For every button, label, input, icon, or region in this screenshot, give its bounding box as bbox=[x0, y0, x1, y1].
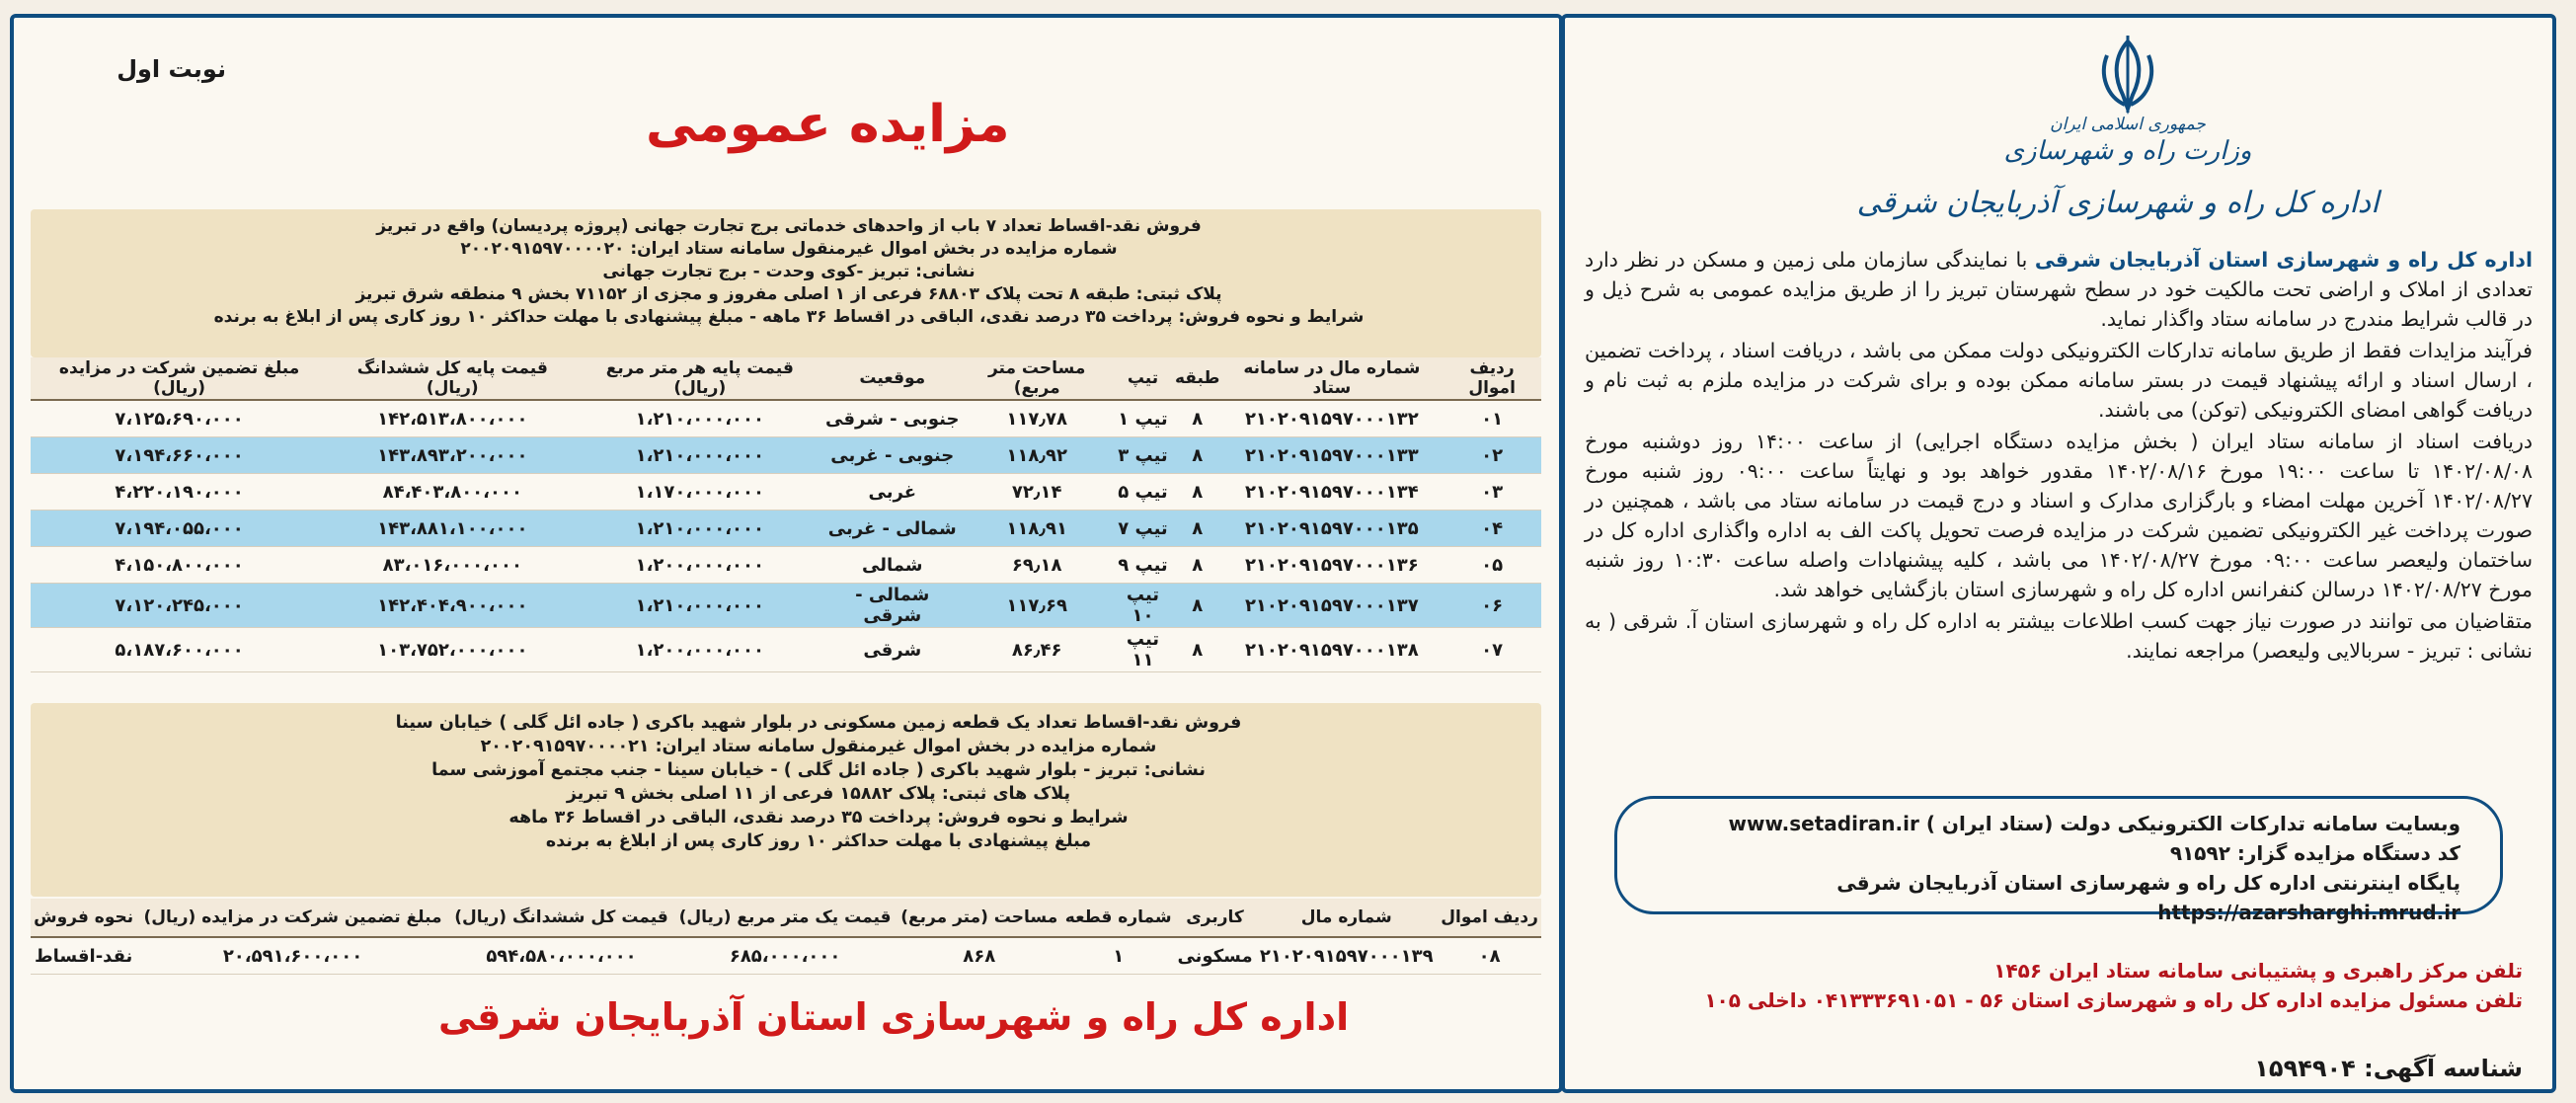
column-header: کاربری bbox=[1175, 899, 1255, 937]
column-header: مساحت (متر مربع) bbox=[897, 899, 1062, 937]
footer-title: اداره کل راه و شهرسازی استان آذربایجان شرقی bbox=[438, 995, 1350, 1039]
intro-text bbox=[1585, 245, 2533, 668]
table-cell: تیپ ۱۰ bbox=[1112, 584, 1174, 628]
column-header: قیمت کل ششدانگ (ریال) bbox=[449, 899, 673, 937]
table-cell: ۸ bbox=[1174, 400, 1221, 437]
intro-paragraph-2: فرآیند مزایدات فقط از طریق سامانه تدارکات الکترونیکی دولت ممکن می باشد ، دریافت اسناد ، پرداخت تضمین ، ارسال اسناد و ارائه پیشنهاد قیمت در بستر سامانه ممکن بوده و برای شرکت در مزایده ملزم به ثبت نام و دریافت گواهی امضای الکترونیکی (توکن) می باشند. bbox=[1585, 339, 2533, 422]
table-cell: ۰۷ bbox=[1443, 628, 1541, 672]
auction-panel bbox=[10, 14, 1563, 1093]
table-cell: ۱،۲۰۰،۰۰۰،۰۰۰ bbox=[577, 547, 822, 584]
phone-support: تلفن مرکز راهبری و پشتیبانی سامانه ستاد ایران ۱۴۵۶ bbox=[1993, 959, 2523, 983]
sec1-line: پلاک ثبتی: طبقه ۸ تحت پلاک ۶۸۸۰۳ فرعی از ۱ اصلی مفروز و مجزی از ۷۱۱۵۲ بخش ۹ منطقه شرق تبریز bbox=[355, 284, 1222, 304]
sec1-line: شماره مزایده در بخش اموال غیرمنقول سامانه ستاد ایران: ۲۰۰۲۰۹۱۵۹۷۰۰۰۰۲۰ bbox=[460, 239, 1118, 259]
sec2-line: فروش نقد-اقساط تعداد یک قطعه زمین مسکونی در بلوار شهید باکری ( جاده ائل گلی ) خیابان سینا bbox=[395, 713, 1242, 733]
table-cell: ۲۱۰۲۰۹۱۵۹۷۰۰۰۱۳۹ bbox=[1255, 937, 1438, 975]
table-cell: ۷،۱۲۰،۲۴۵،۰۰۰ bbox=[31, 584, 328, 628]
table-cell: ۱۴۳،۸۹۳،۲۰۰،۰۰۰ bbox=[328, 437, 577, 474]
column-header: قیمت پایه هر متر مربع (ریال) bbox=[577, 357, 822, 400]
table-cell: ۸۶۸ bbox=[897, 937, 1062, 975]
table-cell: ۸ bbox=[1174, 584, 1221, 628]
table-cell: ۷۲٫۱۴ bbox=[962, 474, 1112, 511]
table-cell: شرقی bbox=[822, 628, 962, 672]
table-cell: مسکونی bbox=[1175, 937, 1255, 975]
sec1-line: فروش نقد-اقساط تعداد ۷ باب از واحدهای خدماتی برج تجارت جهانی (پروژه پردیسان) واقع در تبریز bbox=[376, 216, 1202, 236]
round-label: نوبت اول bbox=[117, 55, 226, 83]
intro-paragraph-3: دریافت اسناد از سامانه ستاد ایران ( بخش مزایده دستگاه اجرایی) از ساعت ۱۴:۰۰ روز دوشنبه مورخ ۱۴۰۲/۰۸/۰۸ تا ساعت ۱۹:۰۰ مورخ ۱۴۰۲/۰۸/۱۶ مقدور خواهد بود و نهایتاً ساعت ۰۹:۰۰ روز شنبه مورخ ۱۴۰۲/۰۸/۲۷ آخرین مهلت امضاء و بارگزاری مدارک و اسناد و درج قیمت در سامانه ستاد می باشد ، همچنین در صورت پرداخت غیر الکترونیکی تضمین شرکت در مزایده فرصت تحویل پاکت الف به اداره واگذاری اداره کل در ساختمان ولیعصر ساعت ۰۹:۰۰ مورخ ۱۴۰۲/۰۸/۲۷ می باشد ، کلیه پیشنهادات واصله ساعت ۱۰:۳۰ روز شنبه مورخ ۱۴۰۲/۰۸/۲۷ درسالن کنفرانس اداره کل راه و شهرسازی استان بازگشایی خواهد شد. bbox=[1585, 430, 2533, 601]
ministry-line1: جمهوری اسلامی ایران bbox=[2050, 115, 2206, 134]
table-cell: ۰۱ bbox=[1443, 400, 1541, 437]
column-header: مساحت متر مربع) bbox=[962, 357, 1112, 400]
table-cell: ۲۱۰۲۰۹۱۵۹۷۰۰۰۱۳۴ bbox=[1220, 474, 1443, 511]
table-cell: ۱۱۸٫۹۲ bbox=[962, 437, 1112, 474]
table-cell: ۸ bbox=[1174, 628, 1221, 672]
table-cell: ۷،۱۲۵،۶۹۰،۰۰۰ bbox=[31, 400, 328, 437]
table-cell: ۱،۲۰۰،۰۰۰،۰۰۰ bbox=[577, 628, 822, 672]
table-cell: ۱۱۸٫۹۱ bbox=[962, 511, 1112, 547]
column-header: ردیف اموال bbox=[1443, 357, 1541, 400]
land-table bbox=[31, 899, 1541, 975]
column-header: موقعیت bbox=[822, 357, 962, 400]
ad-identifier: شناسه آگهی: ۱۵۹۴۹۰۴ bbox=[2254, 1055, 2523, 1082]
column-header: شماره مال در سامانه ستاد bbox=[1220, 357, 1443, 400]
column-header: شماره قطعه bbox=[1062, 899, 1175, 937]
sec2-line: نشانی: تبریز - بلوار شهید باکری ( جاده ائل گلی ) - خیابان سینا - جنب مجتمع آموزشی سما bbox=[431, 760, 1206, 780]
column-header: مبلغ تضمین شرکت در مزایده (ریال) bbox=[31, 357, 328, 400]
table-cell: ۵،۱۸۷،۶۰۰،۰۰۰ bbox=[31, 628, 328, 672]
table-cell: ۵۹۴،۵۸۰،۰۰۰،۰۰۰ bbox=[449, 937, 673, 975]
ministry-line2: وزارت راه و شهرسازی bbox=[2003, 136, 2252, 166]
table-cell: ۸۳،۰۱۶،۰۰۰،۰۰۰ bbox=[328, 547, 577, 584]
table-cell: ۸۴،۴۰۳،۸۰۰،۰۰۰ bbox=[328, 474, 577, 511]
table-cell: ۱،۲۱۰،۰۰۰،۰۰۰ bbox=[577, 400, 822, 437]
sec2-line: پلاک های ثبتی: پلاک ۱۵۸۸۲ فرعی از ۱۱ اصلی بخش ۹ تبریز bbox=[566, 784, 1071, 804]
table-cell: ۱۴۳،۸۸۱،۱۰۰،۰۰۰ bbox=[328, 511, 577, 547]
table-header-row bbox=[31, 357, 1541, 400]
table-cell: ۷،۱۹۴،۶۶۰،۰۰۰ bbox=[31, 437, 328, 474]
table-cell: ۱،۱۷۰،۰۰۰،۰۰۰ bbox=[577, 474, 822, 511]
table-row bbox=[31, 400, 1541, 437]
intro-panel bbox=[1561, 14, 2556, 1093]
table-cell: شمالی bbox=[822, 547, 962, 584]
table-cell: جنوبی - غربی bbox=[822, 437, 962, 474]
column-header: ردیف اموال bbox=[1438, 899, 1541, 937]
table-row bbox=[31, 547, 1541, 584]
website-box bbox=[1614, 796, 2503, 924]
table-cell: ۱۱۷٫۷۸ bbox=[962, 400, 1112, 437]
column-header: تیپ bbox=[1112, 357, 1174, 400]
intro-paragraph-4: متقاضیان می توانند در صورت نیاز جهت کسب اطلاعات بیشتر به اداره کل راه و شهرسازی استان آ. شرقی ( به نشانی : تبریز - سربالایی ولیعصر) مراجعه نمایند. bbox=[1585, 609, 2533, 663]
table-cell: ۰۵ bbox=[1443, 547, 1541, 584]
table-cell: ۱،۲۱۰،۰۰۰،۰۰۰ bbox=[577, 511, 822, 547]
table-cell: شمالی - شرقی bbox=[822, 584, 962, 628]
column-header: قیمت یک متر مربع (ریال) bbox=[673, 899, 897, 937]
table-header-row bbox=[31, 899, 1541, 937]
table-cell: ۱۴۲،۴۰۴،۹۰۰،۰۰۰ bbox=[328, 584, 577, 628]
table-cell: ۱۰۳،۷۵۲،۰۰۰،۰۰۰ bbox=[328, 628, 577, 672]
table-row bbox=[31, 628, 1541, 672]
table-cell: ۱۱۷٫۶۹ bbox=[962, 584, 1112, 628]
table-cell: ۸ bbox=[1174, 511, 1221, 547]
table-cell: ۲۱۰۲۰۹۱۵۹۷۰۰۰۱۳۳ bbox=[1220, 437, 1443, 474]
table-cell: ۲۱۰۲۰۹۱۵۹۷۰۰۰۱۳۷ bbox=[1220, 584, 1443, 628]
sec1-line: شرایط و نحوه فروش: پرداخت ۳۵ درصد نقدی، الباقی در اقساط ۳۶ ماهه - مبلغ پیشنهادی با مهلت حداکثر ۱۰ روز کاری پس از ابلاغ به برنده bbox=[213, 307, 1365, 327]
table-cell: تیپ ۷ bbox=[1112, 511, 1174, 547]
table-row bbox=[31, 937, 1541, 975]
table-cell: جنوبی - شرقی bbox=[822, 400, 962, 437]
intro-bold: اداره کل راه و شهرسازی استان آذربایجان شرقی bbox=[2034, 248, 2533, 272]
table-row bbox=[31, 437, 1541, 474]
table-cell: تیپ ۵ bbox=[1112, 474, 1174, 511]
table-cell: ۱،۲۱۰،۰۰۰،۰۰۰ bbox=[577, 437, 822, 474]
table-cell: ۸ bbox=[1174, 437, 1221, 474]
organization-code: کد دستگاه مزایده گزار: ۹۱۵۹۲ bbox=[2169, 841, 2460, 865]
mrud-website: پایگاه اینترنتی اداره کل راه و شهرسازی استان آذربایجان شرقی https://azarsharghi.mrud.ir bbox=[1836, 871, 2460, 924]
setadiran-website: وبسایت سامانه تدارکات الکترونیکی دولت (ستاد ایران ) www.setadiran.ir bbox=[1728, 812, 2460, 835]
table-cell: ۶۸۵،۰۰۰،۰۰۰ bbox=[673, 937, 897, 975]
intro-paragraph-1: اداره کل راه و شهرسازی استان آذربایجان شرقی با نمایندگی سازمان ملی زمین و مسکن در نظر دارد تعدادی از املاک و اراضی تحت مالکیت خود در سطح شهرستان تبریز را از طریق مزایده عمومی به شرح ذیل و در قالب شرایط مندرج در سامانه ستاد واگذار نماید. bbox=[1585, 248, 2533, 331]
table-cell: تیپ ۱ bbox=[1112, 400, 1174, 437]
table-cell: ۷،۱۹۴،۰۵۵،۰۰۰ bbox=[31, 511, 328, 547]
table-cell: ۰۳ bbox=[1443, 474, 1541, 511]
column-header: نحوه فروش bbox=[31, 899, 136, 937]
table-cell: نقد-اقساط bbox=[31, 937, 136, 975]
column-header: شماره مال bbox=[1255, 899, 1438, 937]
table-cell: ۰۸ bbox=[1438, 937, 1541, 975]
table-body bbox=[31, 400, 1541, 672]
table-cell: ۰۲ bbox=[1443, 437, 1541, 474]
table-row bbox=[31, 474, 1541, 511]
table-cell: ۲۰،۵۹۱،۶۰۰،۰۰۰ bbox=[136, 937, 448, 975]
table-cell: ۸۶٫۴۶ bbox=[962, 628, 1112, 672]
department-title: اداره کل راه و شهرسازی آذربایجان شرقی bbox=[1856, 186, 2380, 220]
units-table bbox=[31, 357, 1541, 672]
section2-description bbox=[374, 711, 1263, 853]
table-cell: ۶۹٫۱۸ bbox=[962, 547, 1112, 584]
table-cell: ۰۴ bbox=[1443, 511, 1541, 547]
sec2-line: شماره مزایده در بخش اموال غیرمنقول سامانه ستاد ایران: ۲۰۰۲۰۹۱۵۹۷۰۰۰۰۲۱ bbox=[480, 737, 1157, 756]
table-cell: تیپ ۱۱ bbox=[1112, 628, 1174, 672]
table-cell: ۱۴۲،۵۱۳،۸۰۰،۰۰۰ bbox=[328, 400, 577, 437]
table-cell: ۰۶ bbox=[1443, 584, 1541, 628]
table-cell: ۸ bbox=[1174, 474, 1221, 511]
table-cell: ۲۱۰۲۰۹۱۵۹۷۰۰۰۱۳۵ bbox=[1220, 511, 1443, 547]
table-cell: ۲۱۰۲۰۹۱۵۹۷۰۰۰۱۳۶ bbox=[1220, 547, 1443, 584]
phone-auction-officer: تلفن مسئول مزایده اداره کل راه و شهرسازی استان ۵۶ - ۰۴۱۳۳۳۶۹۱۰۵۱ داخلی ۱۰۵ bbox=[1704, 988, 2523, 1012]
table-cell: ۲۱۰۲۰۹۱۵۹۷۰۰۰۱۳۸ bbox=[1220, 628, 1443, 672]
column-header: طبقه bbox=[1174, 357, 1221, 400]
sec2-line: مبلغ پیشنهادی با مهلت حداکثر ۱۰ روز کاری پس از ابلاغ به برنده bbox=[545, 831, 1092, 851]
sec1-line: نشانی: تبریز -کوی وحدت - برج تجارت جهانی bbox=[602, 262, 976, 281]
table-cell: ۱ bbox=[1062, 937, 1175, 975]
table-cell: ۸ bbox=[1174, 547, 1221, 584]
table-cell: تیپ ۹ bbox=[1112, 547, 1174, 584]
table-cell: غربی bbox=[822, 474, 962, 511]
sec2-line: شرایط و نحوه فروش: پرداخت ۳۵ درصد نقدی، الباقی در اقساط ۳۶ ماهه bbox=[508, 808, 1129, 827]
column-header: مبلغ تضمین شرکت در مزایده (ریال) bbox=[136, 899, 448, 937]
table-cell: ۴،۲۲۰،۱۹۰،۰۰۰ bbox=[31, 474, 328, 511]
section1-description bbox=[196, 215, 1381, 329]
main-title: مزایده عمومی bbox=[646, 95, 1010, 154]
table-cell: ۲۱۰۲۰۹۱۵۹۷۰۰۰۱۳۲ bbox=[1220, 400, 1443, 437]
table-cell: ۴،۱۵۰،۸۰۰،۰۰۰ bbox=[31, 547, 328, 584]
ministry-logo-text bbox=[1990, 115, 2266, 166]
table-row bbox=[31, 584, 1541, 628]
table-cell: تیپ ۳ bbox=[1112, 437, 1174, 474]
table-cell: شمالی - غربی bbox=[822, 511, 962, 547]
iran-emblem-icon bbox=[2093, 36, 2162, 115]
table-cell: ۱،۲۱۰،۰۰۰،۰۰۰ bbox=[577, 584, 822, 628]
column-header: قیمت پایه کل ششدانگ (ریال) bbox=[328, 357, 577, 400]
contact-phones bbox=[1634, 956, 2523, 1015]
table-row bbox=[31, 511, 1541, 547]
